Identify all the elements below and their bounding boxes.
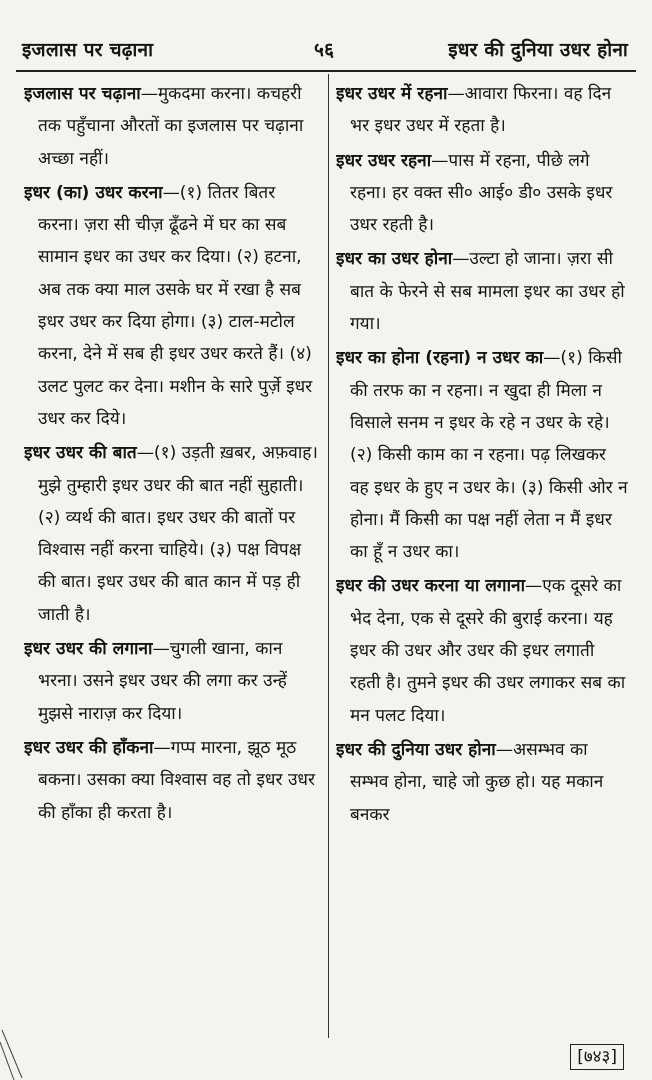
entry-definition: —गप्प मारना, झूठ मूठ बकना। उसका क्या विश्वास वह तो इधर उधर की हाँका ही करता है।: [38, 737, 315, 823]
entry-headword: इधर (का) उधर करना: [24, 182, 163, 203]
entry-headword: इधर उधर रहना: [336, 150, 432, 171]
page-edge-mark: [0, 1020, 40, 1080]
dictionary-entry: [24, 732, 320, 829]
header-page-number: ५६: [314, 39, 335, 61]
entry-headword: इजलास पर चढ़ाना: [24, 84, 141, 104]
dictionary-entry: [336, 734, 628, 831]
entry-headword: इधर का होना (रहना) न उधर का: [336, 348, 544, 369]
entry-definition: —चुगली खाना, कान भरना। उसने इधर उधर की लगा कर उन्हें मुझसे नाराज़ कर दिया।: [38, 639, 287, 724]
dictionary-entry: [336, 243, 628, 340]
dictionary-entry: [336, 78, 628, 143]
entry-definition: —आवारा फिरना। वह दिन भर इधर उधर में रहता है।: [350, 84, 612, 137]
entry-definition: —पास में रहना, पीछे लगे रहना। हर वक्त सी० आई० डी० उसके इधर उधर रहती है।: [350, 150, 613, 236]
entry-definition: —एक दूसरे का भेद देना, एक से दूसरे की बुराई करना। यह इधर की उधर और उधर की इधर लगाती रहती है। तुमने इधर की उधर लगाकर सब का मन पलट दिया।: [350, 576, 626, 726]
header-rule: [16, 70, 636, 72]
entry-definition: —(१) किसी की तरफ का न रहना। न खुदा ही मिला न विसाले सनम न इधर के रहे न उधर के रहे। (२) किसी काम का न रहना। पढ़ लिखकर वह इधर के हुए न उधर के। (३) किसी ओर न होना। मैं किसी का पक्ष नहीं लेता न मैं इधर का हूँ न उधर का।: [350, 348, 628, 563]
entry-headword: इधर उधर की बात: [24, 443, 137, 464]
dictionary-entry: [24, 437, 320, 631]
entry-headword: इधर की दुनिया उधर होना: [336, 739, 496, 760]
dictionary-entry: [336, 145, 628, 242]
dictionary-entry: [24, 633, 320, 730]
entry-definition: —असम्भव का सम्भव होना, चाहे जो कुछ हो। यह मकान बनकर: [350, 739, 604, 825]
left-column: [24, 78, 320, 1032]
footer-page-number: [७४३]: [570, 1044, 624, 1070]
entry-definition: —मुकदमा करना। कचहरी तक पहुँचाना औरतों का इजलास पर चढ़ाना अच्छा नहीं।: [38, 84, 304, 169]
header-left-guideword: इजलास पर चढ़ाना: [22, 39, 154, 61]
entry-headword: इधर की उधर करना या लगाना: [336, 576, 526, 597]
dictionary-entry: [336, 570, 628, 731]
running-header: [22, 28, 628, 68]
entry-definition: —(१) तितर बितर करना। ज़रा सी चीज़ ढूँढने में घर का सब सामान इधर का उधर कर दिया। (२) हटना, अब तक क्या माल उसके घर में रखा है सब इधर उधर कर दिया होगा। (३) टाल-मटोल करना, देने में सब ही इधर उधर करते हैं। (४) उलट पुलट कर देना। मशीन के सारे पुर्ज़े इधर उधर कर दिये।: [38, 182, 313, 429]
dictionary-entry: [336, 342, 628, 568]
column-divider: [328, 74, 329, 1038]
entry-headword: इधर उधर की हाँकना: [24, 737, 154, 758]
entry-definition: —(१) उड़ती ख़बर, अफ़वाह। मुझे तुम्हारी इधर उधर की बात नहीं सुहाती। (२) व्यर्थ की बात। इधर उधर की बातों पर विश्वास नहीं करना चाहिये। (३) पक्ष विपक्ष की बात। इधर उधर की बात कान में पड़ ही जाती है।: [38, 443, 318, 625]
dictionary-entry: [24, 177, 320, 435]
right-column: [336, 78, 628, 1032]
entry-definition: —उल्टा हो जाना। ज़रा सी बात के फेरने से सब मामला इधर का उधर हो गया।: [350, 249, 625, 335]
entry-headword: इधर का उधर होना: [336, 249, 453, 270]
entry-headword: इधर उधर में रहना: [336, 84, 448, 104]
dictionary-entry: [24, 78, 320, 175]
header-right-guideword: इधर की दुनिया उधर होना: [448, 39, 628, 61]
entry-headword: इधर उधर की लगाना: [24, 639, 153, 660]
